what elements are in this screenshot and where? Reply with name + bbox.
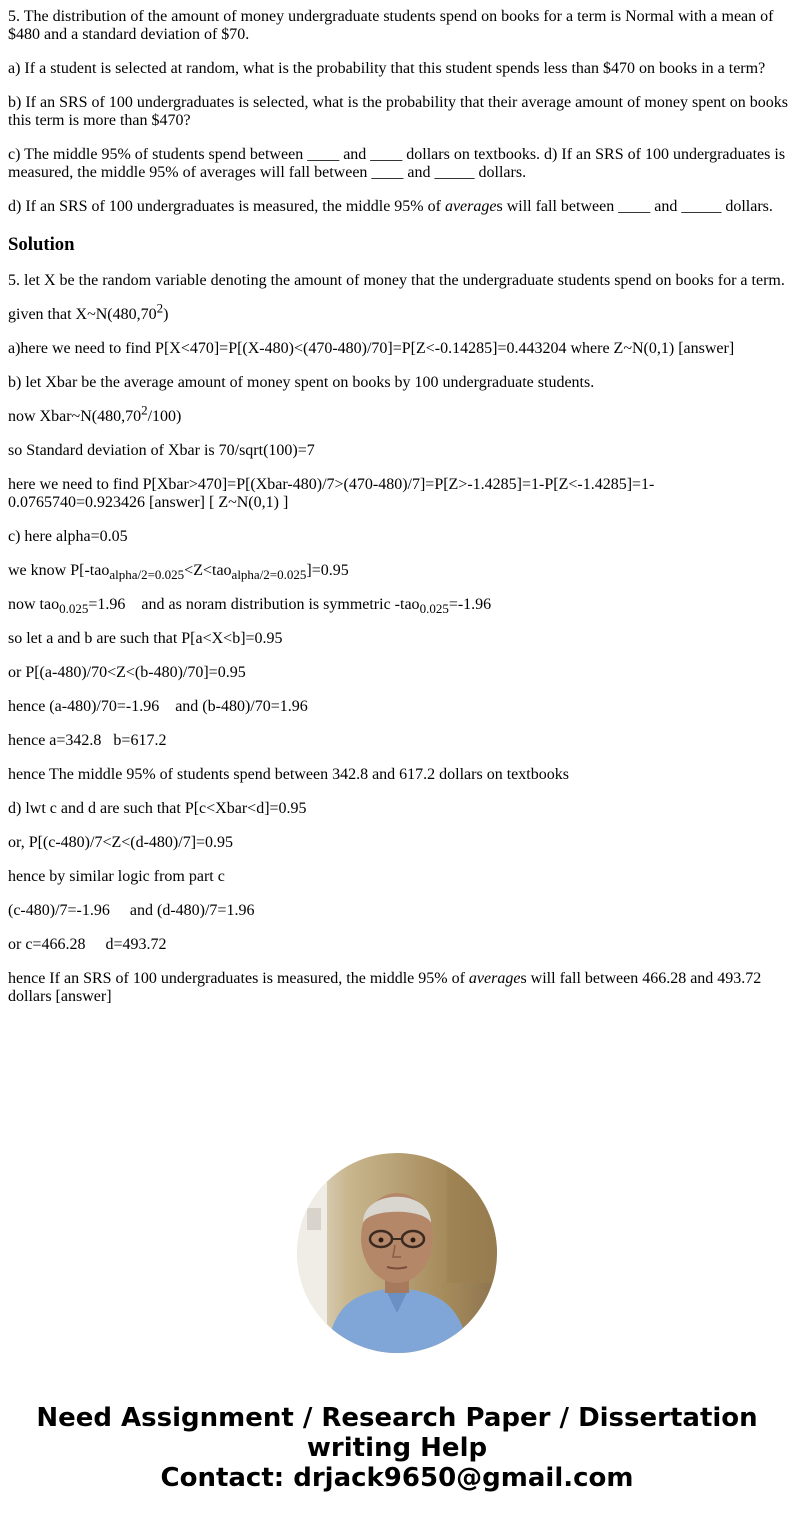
question-part-d	[8, 198, 788, 216]
solution-line	[8, 300, 788, 324]
solution-line: so let a and b are such that P[a<X<b]=0.95	[8, 630, 283, 647]
text: now tao	[8, 596, 60, 613]
solution-line: here we need to find P[Xbar>470]=P[(Xbar-480)/7>(470-480)/7]=P[Z>-1.4285]=1-P[Z<-1.4285]=1-0.0765740=0.923426 [answer] [ Z~N(0,1) ]	[8, 476, 655, 511]
solution-line: (c-480)/7=-1.96 and (d-480)/7=1.96	[8, 902, 255, 919]
text: /100)	[147, 408, 182, 425]
solution-line	[8, 596, 788, 617]
subscript: 0.025	[59, 601, 89, 617]
question-part-c: c) The middle 95% of students spend between ____ and ____ dollars on textbooks. d) If an SRS of 100 undergraduates is measured, the middle 95% of averages will fall between ____ and _____ dollars.	[8, 146, 786, 181]
question-intro: 5. The distribution of the amount of money undergraduate students spend on books for a term is Normal with a mean of $480 and a standard deviation of $70.	[8, 8, 774, 43]
solution-line: 5. let X be the random variable denoting the amount of money that the undergraduate students spend on books for a term.	[8, 272, 785, 289]
text: hence If an SRS of 100 undergraduates is measured, the middle 95% of	[8, 970, 469, 987]
solution-line: so Standard deviation of Xbar is 70/sqrt(100)=7	[8, 442, 315, 459]
promo-line-2: writing Help	[306, 1433, 488, 1463]
portrait-image	[297, 1153, 497, 1353]
solution-line: hence by similar logic from part c	[8, 868, 225, 885]
subscript: 0.025	[419, 601, 449, 617]
text: ]=0.95	[306, 562, 349, 579]
text: given that X~N(480,70	[8, 306, 157, 323]
text: s will fall between 466.28 and 493.72 dollars [answer]	[8, 970, 762, 1005]
part-d-text-end: s will fall between ____ and _____ dollars.	[496, 198, 773, 215]
solution-line: or P[(a-480)/70<Z<(b-480)/70]=0.95	[8, 664, 246, 681]
text: now Xbar~N(480,70	[8, 408, 142, 425]
text: )	[163, 306, 169, 323]
superscript: 2	[141, 402, 148, 418]
promo-contact: Contact: drjack9650@gmail.com	[160, 1463, 634, 1493]
text: we know P[-tao	[8, 562, 110, 579]
solution-line	[8, 970, 788, 1006]
promo-line-1: Need Assignment / Research Paper / Dissertation	[36, 1403, 758, 1433]
promo-banner	[0, 1403, 794, 1493]
solution-line: c) here alpha=0.05	[8, 528, 128, 545]
superscript: 2	[156, 300, 164, 316]
author-photo	[297, 1153, 497, 1353]
subscript: alpha/2=0.025	[231, 567, 307, 583]
question-part-a: a) If a student is selected at random, what is the probability that this student spends less than $470 on books in a term?	[8, 60, 766, 77]
text: <Z<tao	[184, 562, 232, 579]
solution-line: hence a=342.8 b=617.2	[8, 732, 167, 749]
solution-line	[8, 562, 788, 583]
solution-line: or, P[(c-480)/7<Z<(d-480)/7]=0.95	[8, 834, 234, 851]
solution-line: a)here we need to find P[X<470]=P[(X-480)<(470-480)/70]=P[Z<-0.14285]=0.443204 where Z~N(0,1) [answer]	[8, 340, 735, 357]
solution-line: d) lwt c and d are such that P[c<Xbar<d]=0.95	[8, 800, 307, 817]
part-d-text: d) If an SRS of 100 undergraduates is measured, the middle 95% of	[8, 198, 445, 215]
text: =-1.96	[448, 596, 492, 613]
subscript: alpha/2=0.025	[109, 567, 185, 583]
solution-line: or c=466.28 d=493.72	[8, 936, 167, 953]
question-part-b: b) If an SRS of 100 undergraduates is selected, what is the probability that their average amount of money spent on books this term is more than $470?	[8, 94, 788, 129]
text: =1.96 and as noram distribution is symmetric -tao	[88, 596, 420, 613]
emphasis: average	[468, 970, 521, 987]
solution-line: hence The middle 95% of students spend between 342.8 and 617.2 dollars on textbooks	[8, 766, 569, 783]
solution-heading: Solution	[8, 234, 75, 255]
document-body	[8, 0, 788, 1022]
part-d-emphasis: average	[444, 198, 497, 215]
solution-line: hence (a-480)/70=-1.96 and (b-480)/70=1.96	[8, 698, 308, 715]
solution-line	[8, 402, 788, 426]
solution-line: b) let Xbar be the average amount of money spent on books by 100 undergraduate students.	[8, 374, 595, 391]
